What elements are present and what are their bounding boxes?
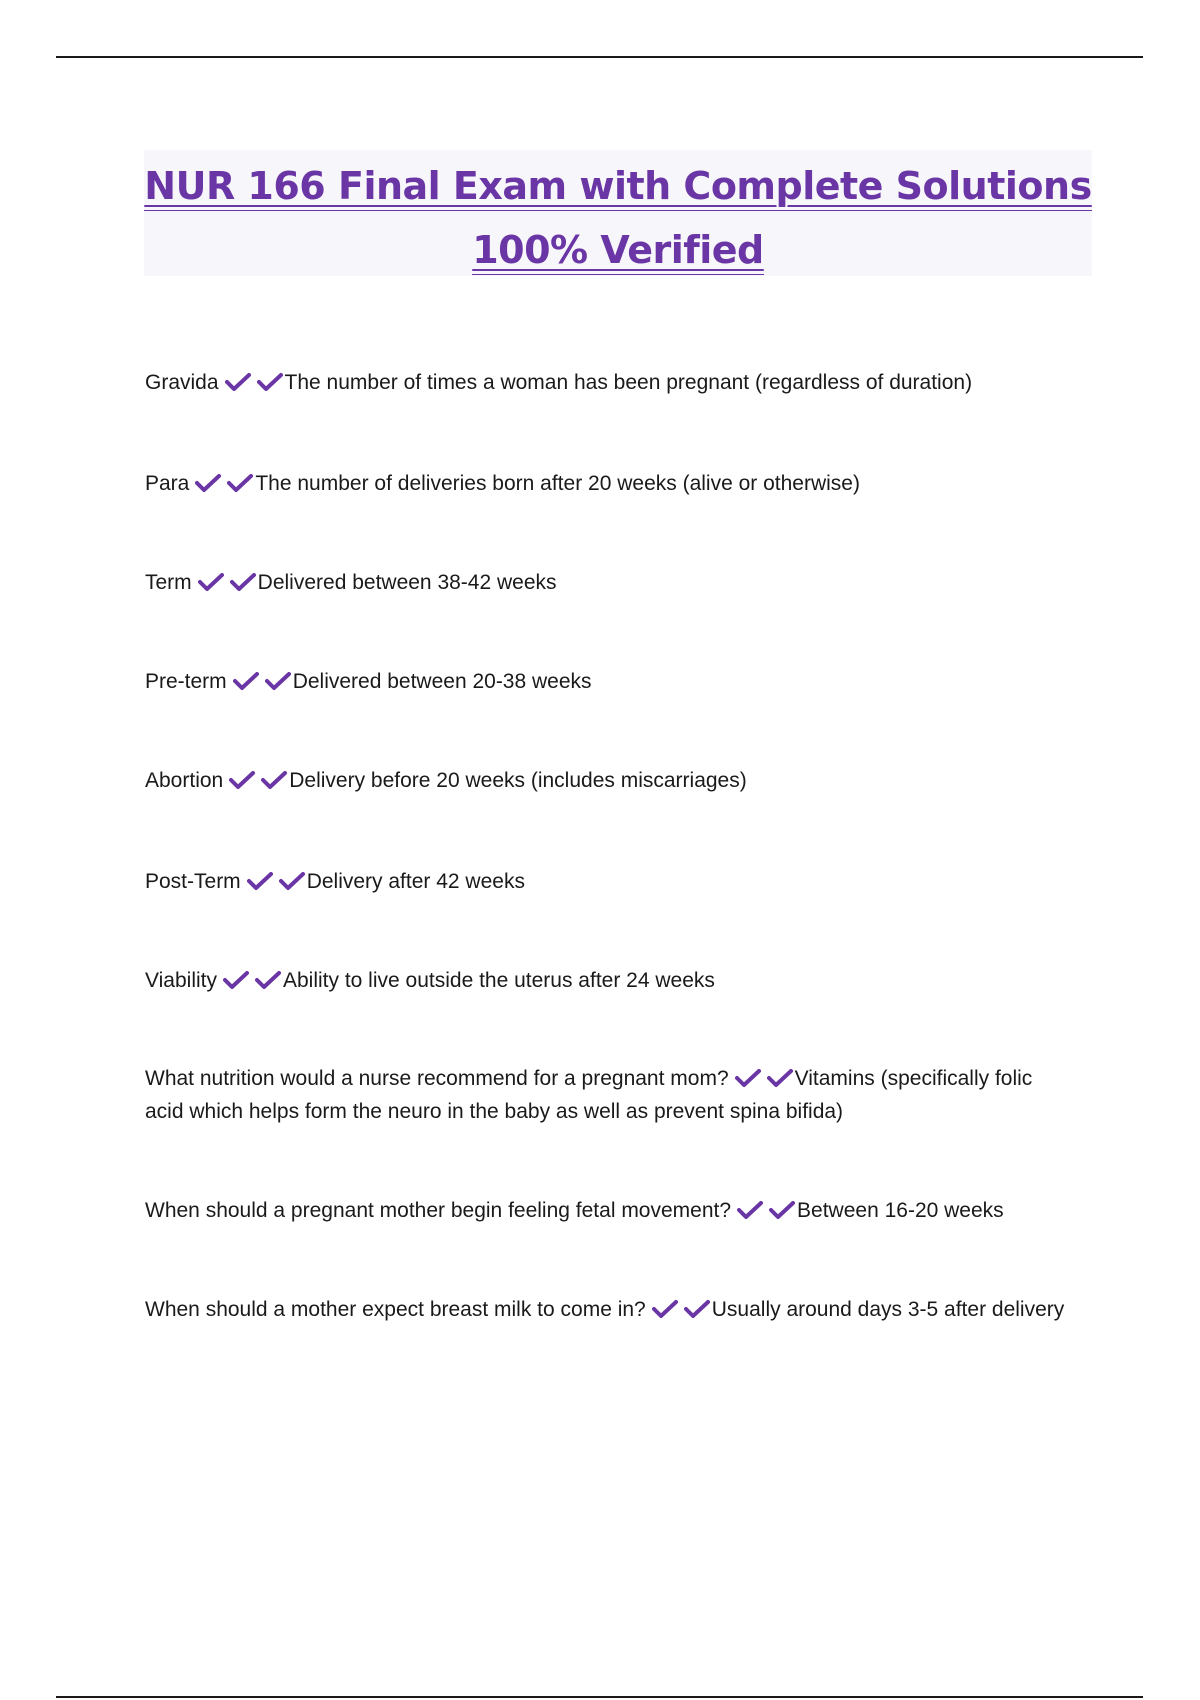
answer-text: Delivery after 42 weeks xyxy=(306,870,525,893)
list-item xyxy=(145,366,1075,399)
question-text: Term xyxy=(145,571,192,594)
list-item xyxy=(145,1194,1075,1227)
checkmark-icon xyxy=(684,1299,710,1319)
list-item xyxy=(145,665,1075,698)
answer-text: Delivery before 20 weeks (includes miscarriages) xyxy=(289,769,747,792)
list-item xyxy=(145,764,1075,797)
checkmark-icon xyxy=(279,871,305,891)
checkmark-icon xyxy=(198,572,224,592)
question-text: When should a pregnant mother begin feeling fetal movement? xyxy=(145,1199,732,1222)
page-title-line-2 xyxy=(144,218,1092,282)
answer-text: Vitamins (specifically folic acid which helps form the neuro in the baby as well as prevent spina bifida) xyxy=(145,1067,1033,1123)
question-text: Gravida xyxy=(145,371,219,394)
list-item xyxy=(145,1062,1075,1128)
title-banner xyxy=(144,150,1092,276)
checkmark-icon xyxy=(255,970,281,990)
checkmark-icon xyxy=(233,671,259,691)
list-item xyxy=(145,964,1075,997)
answer-text: Delivered between 20-38 weeks xyxy=(292,670,592,693)
question-text: Viability xyxy=(145,969,217,992)
answer-text: The number of deliveries born after 20 weeks (alive or otherwise) xyxy=(255,472,860,495)
answer-text: The number of times a woman has been pregnant (regardless of duration) xyxy=(284,371,973,394)
footer-rule xyxy=(56,1696,1143,1698)
list-item xyxy=(145,865,1075,898)
question-text: Para xyxy=(145,472,190,495)
question-text: Abortion xyxy=(145,769,224,792)
question-text: When should a mother expect breast milk to come in? xyxy=(145,1298,646,1321)
answer-text: Ability to live outside the uterus after 24 weeks xyxy=(282,969,715,992)
checkmark-icon xyxy=(769,1200,795,1220)
page-title-text-1: NUR 166 Final Exam with Complete Solutions xyxy=(144,164,1091,211)
checkmark-icon xyxy=(247,871,273,891)
answer-text: Delivered between 38-42 weeks xyxy=(257,571,557,594)
header-rule xyxy=(56,56,1143,58)
question-text: Post-Term xyxy=(145,870,241,893)
answer-text: Between 16-20 weeks xyxy=(797,1199,1004,1222)
list-item xyxy=(145,1293,1075,1326)
checkmark-icon xyxy=(737,1200,763,1220)
list-item xyxy=(145,566,1075,599)
checkmark-icon xyxy=(225,372,251,392)
checkmark-icon xyxy=(767,1068,793,1088)
checkmark-icon xyxy=(265,671,291,691)
question-text: Pre-term xyxy=(145,670,227,693)
list-item xyxy=(145,467,1075,500)
checkmark-icon xyxy=(652,1299,678,1319)
checkmark-icon xyxy=(257,372,283,392)
page-title-line-1 xyxy=(144,154,1092,218)
answer-text: Usually around days 3-5 after delivery xyxy=(711,1298,1065,1321)
question-text: What nutrition would a nurse recommend for a pregnant mom? xyxy=(145,1067,729,1090)
checkmark-icon xyxy=(229,770,255,790)
checkmark-icon xyxy=(195,473,221,493)
page-title-text-2: 100% Verified xyxy=(472,228,764,275)
checkmark-icon xyxy=(261,770,287,790)
checkmark-icon xyxy=(223,970,249,990)
checkmark-icon xyxy=(230,572,256,592)
checkmark-icon xyxy=(735,1068,761,1088)
checkmark-icon xyxy=(227,473,253,493)
